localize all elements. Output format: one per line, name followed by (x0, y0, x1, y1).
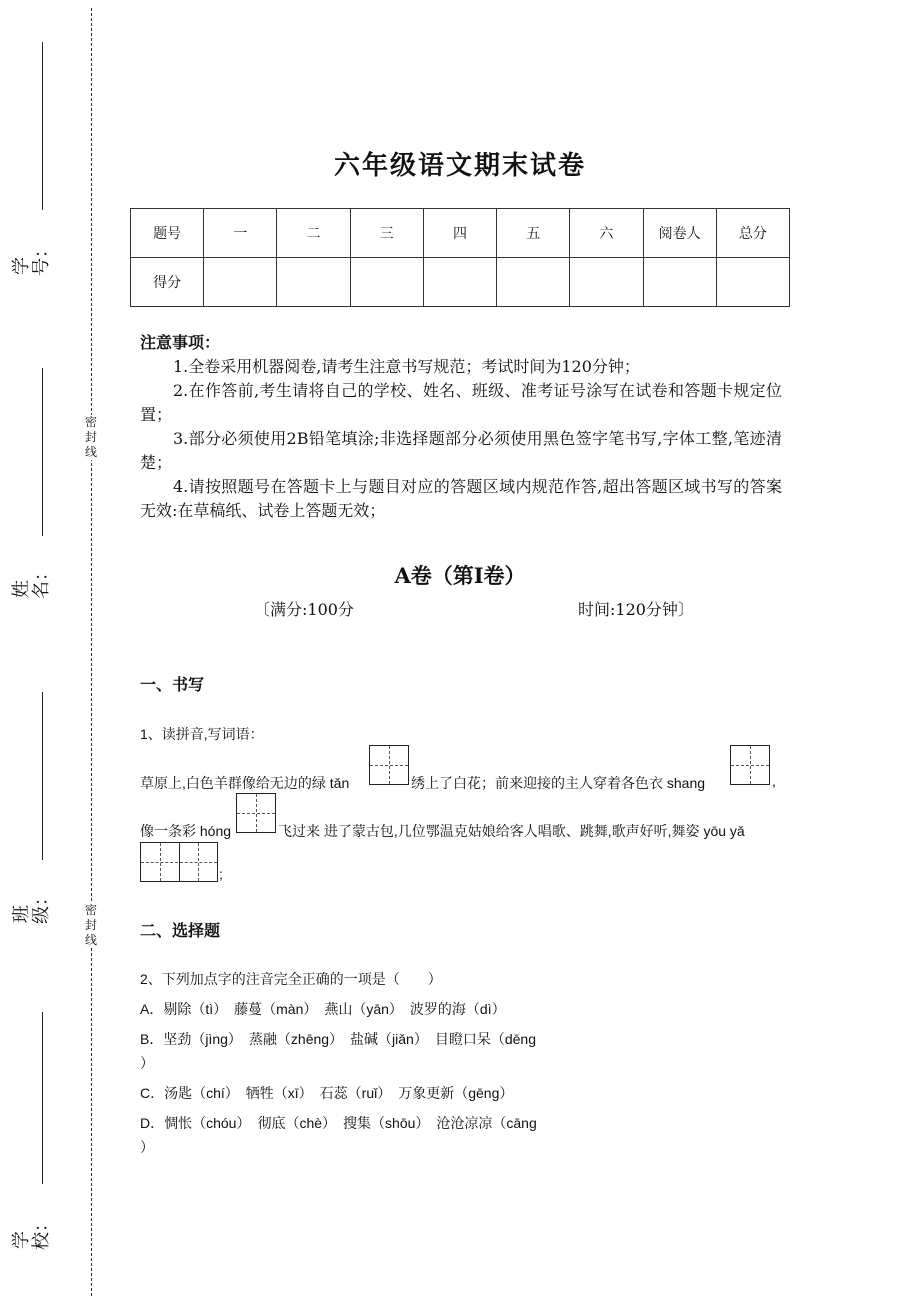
score-cell[interactable] (570, 258, 643, 307)
note-item: 3.部分必须使用2B铅笔填涂;非选择题部分必须使用黑色签字笔书写,字体工整,笔迹清楚； (140, 429, 782, 472)
notes-heading: 注意事项： (140, 333, 221, 352)
answer-box-shang[interactable] (730, 745, 770, 785)
answer-box-hong[interactable] (236, 793, 276, 833)
header-cell: 五 (497, 209, 570, 258)
q1-line2-text-a: 像一条彩 hóng (140, 823, 232, 839)
header-cell: 总分 (716, 209, 789, 258)
q1-line1-text-c: , (772, 773, 776, 789)
name-label: 姓名： (11, 563, 52, 599)
q2-option-b-cont: ） (140, 1055, 154, 1071)
q1-line1-text-a: 草原上,白色羊群像给无边的绿 tǎn (140, 775, 350, 791)
score-cell[interactable] (350, 258, 423, 307)
school-line[interactable] (42, 1012, 43, 1184)
note-item: 2.在作答前,考生请将自己的学校、姓名、班级、准考证号涂写在试卷和答题卡规定位置； (140, 381, 782, 424)
notes-block (140, 331, 782, 523)
part2-heading: 二、选择题 (140, 921, 221, 940)
student-id-label: 学号： (11, 240, 52, 276)
q1-prompt: 1、读拼音,写词语： (140, 726, 264, 742)
q2-option-a[interactable]: A．剔除（tì） 藤蔓（màn） 燕山（yān） 波罗的海（dì） (140, 1001, 506, 1017)
name-line[interactable] (42, 368, 43, 536)
header-cell: 六 (570, 209, 643, 258)
q2-option-c[interactable]: C．汤匙（chí） 牺牲（xī） 石蕊（ruǐ） 万象更新（gēng） (140, 1085, 514, 1101)
header-cell: 题号 (131, 209, 204, 258)
page-title: 六年级语文期末试卷 (333, 151, 586, 181)
score-table-header-row (131, 209, 790, 258)
header-cell: 二 (277, 209, 350, 258)
score-cell[interactable] (497, 258, 570, 307)
class-line[interactable] (42, 692, 43, 860)
school-label: 学校： (11, 1214, 52, 1250)
q2-option-b[interactable]: B．坚劲（jìng） 蒸融（zhēng） 盐碱（jiǎn） 目瞪口呆（dēng (140, 1031, 536, 1047)
header-cell: 一 (204, 209, 277, 258)
student-id-line[interactable] (42, 42, 43, 210)
q1-line2-text-b: 飞过来 进了蒙古包,几位鄂温克姑娘给客人唱歌、跳舞,歌声好听,舞姿 yōu yǎ (278, 823, 745, 839)
q2-option-d-cont: ） (140, 1139, 154, 1155)
header-cell: 四 (423, 209, 496, 258)
score-cell[interactable] (423, 258, 496, 307)
score-cell[interactable] (204, 258, 277, 307)
score-table (130, 208, 790, 307)
answer-box-youya[interactable] (140, 842, 218, 882)
score-cell[interactable] (643, 258, 716, 307)
note-item: 1.全卷采用机器阅卷,请考生注意书写规范；考试时间为120分钟； (173, 357, 640, 376)
score-table-score-row (131, 258, 790, 307)
q2-prompt: 2、下列加点字的注音完全正确的一项是（ ） (140, 971, 442, 987)
time-label: 时间:120分钟〕 (578, 600, 694, 619)
header-cell: 三 (350, 209, 423, 258)
seal-label-top: 密 封 线 (84, 415, 97, 459)
class-label: 班级： (11, 888, 52, 924)
score-row-label: 得分 (131, 258, 204, 307)
q2-option-d[interactable]: D．惆怅（chóu） 彻底（chè） 搜集（shōu） 沧沧凉凉（cāng (140, 1115, 537, 1131)
seal-label-bottom: 密 封 线 (84, 903, 97, 947)
full-score-label: 〔满分:100分 (254, 600, 354, 619)
score-cell[interactable] (277, 258, 350, 307)
q1-line3-end: ; (219, 866, 223, 882)
score-cell[interactable] (716, 258, 789, 307)
q1-line1-text-b: 绣上了白花；前来迎接的主人穿着各色衣 shang (411, 775, 706, 791)
answer-box-tan[interactable] (369, 745, 409, 785)
note-item: 4.请按照题号在答题卡上与题目对应的答题区域内规范作答,超出答题区域书写的答案无效:在草稿纸、试卷上答题无效； (140, 477, 782, 520)
seal-dashed-line (91, 8, 92, 1296)
section-a-title: A卷（第Ⅰ卷） (394, 563, 526, 588)
header-cell: 阅卷人 (643, 209, 716, 258)
part1-heading: 一、书写 (140, 675, 205, 694)
